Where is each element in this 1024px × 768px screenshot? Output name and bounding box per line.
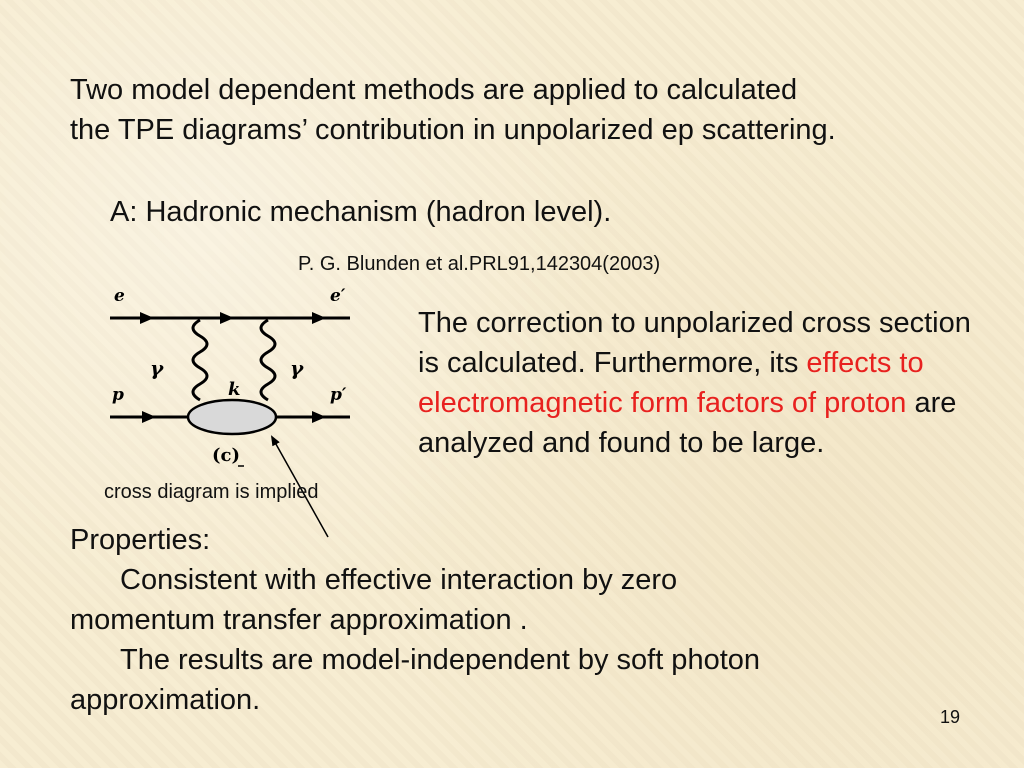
label-p: p bbox=[112, 385, 124, 405]
proton-arrow-out bbox=[312, 411, 326, 423]
proton-arrow-in bbox=[142, 411, 156, 423]
intro-line-1: Two model dependent methods are applied to calculated bbox=[70, 74, 798, 106]
paragraph-text-1: The correction to unpolarized cross section is calculated. Furthermore, its bbox=[418, 307, 971, 379]
mechanism-a-heading: A: Hadronic mechanism (hadron level). bbox=[110, 196, 612, 228]
electron-arrow-in bbox=[140, 312, 154, 324]
property-2-line-1: The results are model-independent by soft photon bbox=[120, 644, 761, 676]
label-k: k bbox=[228, 379, 241, 400]
properties-heading: Properties: bbox=[70, 524, 211, 556]
label-e-prime: e′ bbox=[330, 286, 346, 306]
photon-left bbox=[193, 320, 207, 400]
label-c: (c) bbox=[212, 445, 240, 466]
intro-text bbox=[70, 70, 1000, 150]
electron-arrow-mid bbox=[220, 312, 234, 324]
label-e: e bbox=[114, 286, 125, 306]
intro-line-2: the TPE diagrams’ contribution in unpolarized ep scattering. bbox=[70, 114, 836, 146]
label-gamma-left: γ bbox=[150, 356, 164, 380]
electron-arrow-out bbox=[312, 312, 326, 324]
label-gamma-right: γ bbox=[290, 356, 304, 380]
properties-section bbox=[70, 520, 970, 720]
tpe-box-diagram bbox=[100, 275, 400, 545]
property-2-line-2: approximation. bbox=[70, 684, 261, 716]
property-1-line-2: momentum transfer approximation . bbox=[70, 604, 528, 636]
page-number: 19 bbox=[940, 707, 961, 727]
hadron-blob bbox=[188, 400, 276, 434]
cross-diagram-label: cross diagram is implied bbox=[104, 481, 319, 503]
correction-paragraph bbox=[418, 303, 978, 463]
photon-right bbox=[261, 320, 275, 400]
reference-citation: P. G. Blunden et al.PRL91,142304(2003) bbox=[298, 253, 661, 275]
paragraph-highlight: effects to electromagnetic form factors of proton bbox=[418, 347, 924, 419]
paragraph-text-2: are analyzed and found to be large. bbox=[418, 387, 957, 459]
label-p-prime: p′ bbox=[330, 385, 347, 405]
property-1-line-1: Consistent with effective interaction by zero bbox=[120, 564, 678, 596]
